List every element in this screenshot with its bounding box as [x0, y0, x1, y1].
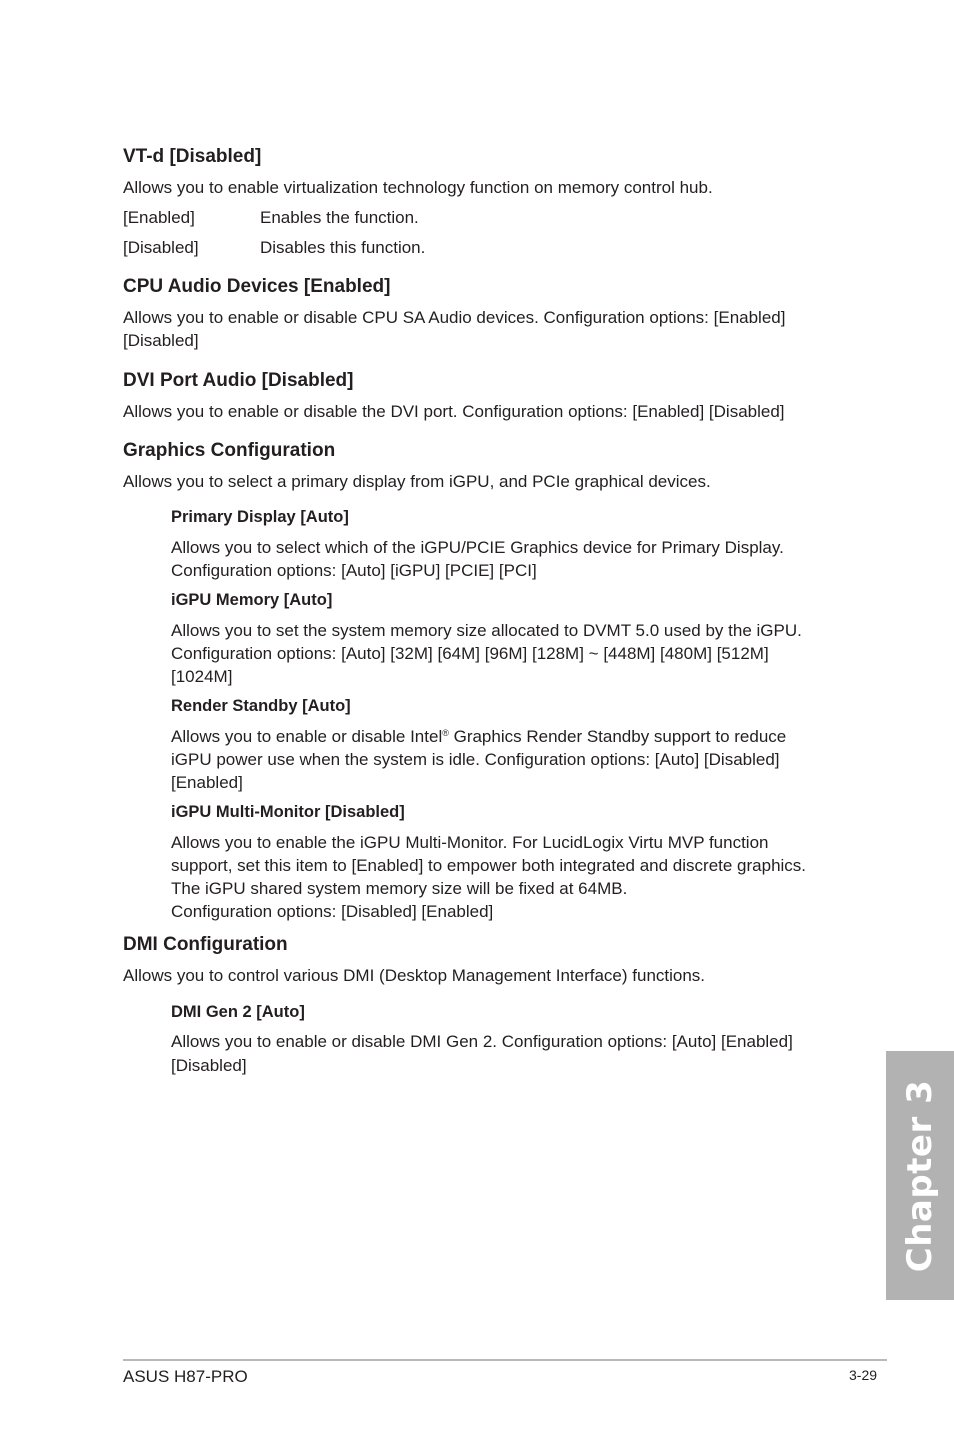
vtd-option-key-disabled: [Disabled] [123, 238, 199, 257]
multi-monitor-heading: iGPU Multi-Monitor [Disabled] [171, 803, 405, 821]
render-standby-line1 [171, 727, 786, 747]
vtd-option-desc-enabled: Enables the function. [260, 208, 419, 227]
primary-display-line1: Allows you to select which of the iGPU/PCIE Graphics device for Primary Display. [171, 538, 784, 557]
dmi-gen2-line1: Allows you to enable or disable DMI Gen 2. Configuration options: [Auto] [Enabled] [171, 1032, 793, 1051]
cpu-audio-description-line1: Allows you to enable or disable CPU SA Audio devices. Configuration options: [Enabled] [123, 308, 786, 327]
dmi-gen2-heading: DMI Gen 2 [Auto] [171, 1003, 305, 1021]
footer-page-number: 3-29 [849, 1367, 878, 1383]
render-standby-line2: iGPU power use when the system is idle. Configuration options: [Auto] [Disabled] [171, 750, 780, 769]
render-standby-line1-text: Allows you to enable or disable Intel [171, 727, 443, 746]
vtd-description: Allows you to enable virtualization technology function on memory control hub. [123, 178, 713, 197]
multi-monitor-line2: support, set this item to [Enabled] to empower both integrated and discrete graphics. [171, 856, 807, 875]
vtd-option-key-enabled: [Enabled] [123, 208, 195, 227]
footer-divider [123, 1359, 887, 1361]
render-standby-line3: [Enabled] [171, 773, 243, 792]
chapter-tab [886, 1051, 954, 1300]
igpu-memory-line2: Configuration options: [Auto] [32M] [64M] [96M] [128M] ~ [448M] [480M] [512M] [171, 644, 769, 663]
igpu-memory-line3: [1024M] [171, 667, 233, 686]
primary-display-line2: Configuration options: [Auto] [iGPU] [PCIE] [PCI] [171, 561, 537, 580]
dvi-audio-heading: DVI Port Audio [Disabled] [123, 370, 354, 391]
dvi-audio-description: Allows you to enable or disable the DVI port. Configuration options: [Enabled] [Disabled] [123, 402, 785, 421]
chapter-tab-label: Chapter 3 [900, 1079, 940, 1272]
primary-display-heading: Primary Display [Auto] [171, 508, 349, 526]
cpu-audio-description-line2: [Disabled] [123, 331, 199, 350]
multi-monitor-line4: Configuration options: [Disabled] [Enabled] [171, 902, 494, 921]
igpu-memory-line1: Allows you to set the system memory size allocated to DVMT 5.0 used by the iGPU. [171, 621, 802, 640]
graphics-config-heading: Graphics Configuration [123, 440, 336, 461]
multi-monitor-line1: Allows you to enable the iGPU Multi-Monitor. For LucidLogix Virtu MVP function [171, 833, 769, 852]
cpu-audio-heading: CPU Audio Devices [Enabled] [123, 276, 391, 297]
registered-mark: ® [442, 728, 449, 738]
dmi-config-description: Allows you to control various DMI (Desktop Management Interface) functions. [123, 966, 706, 985]
vtd-option-desc-disabled: Disables this function. [260, 238, 426, 257]
igpu-memory-heading: iGPU Memory [Auto] [171, 591, 333, 609]
render-standby-heading: Render Standby [Auto] [171, 697, 351, 715]
vtd-heading: VT-d [Disabled] [123, 146, 262, 167]
footer-product-name: ASUS H87-PRO [123, 1367, 248, 1386]
dmi-gen2-line2: [Disabled] [171, 1056, 247, 1075]
multi-monitor-line3: The iGPU shared system memory size will be fixed at 64MB. [171, 879, 628, 898]
graphics-config-description: Allows you to select a primary display from iGPU, and PCIe graphical devices. [123, 472, 711, 491]
render-standby-line1-rest: Graphics Render Standby support to reduce [448, 727, 787, 746]
dmi-config-heading: DMI Configuration [123, 934, 288, 955]
